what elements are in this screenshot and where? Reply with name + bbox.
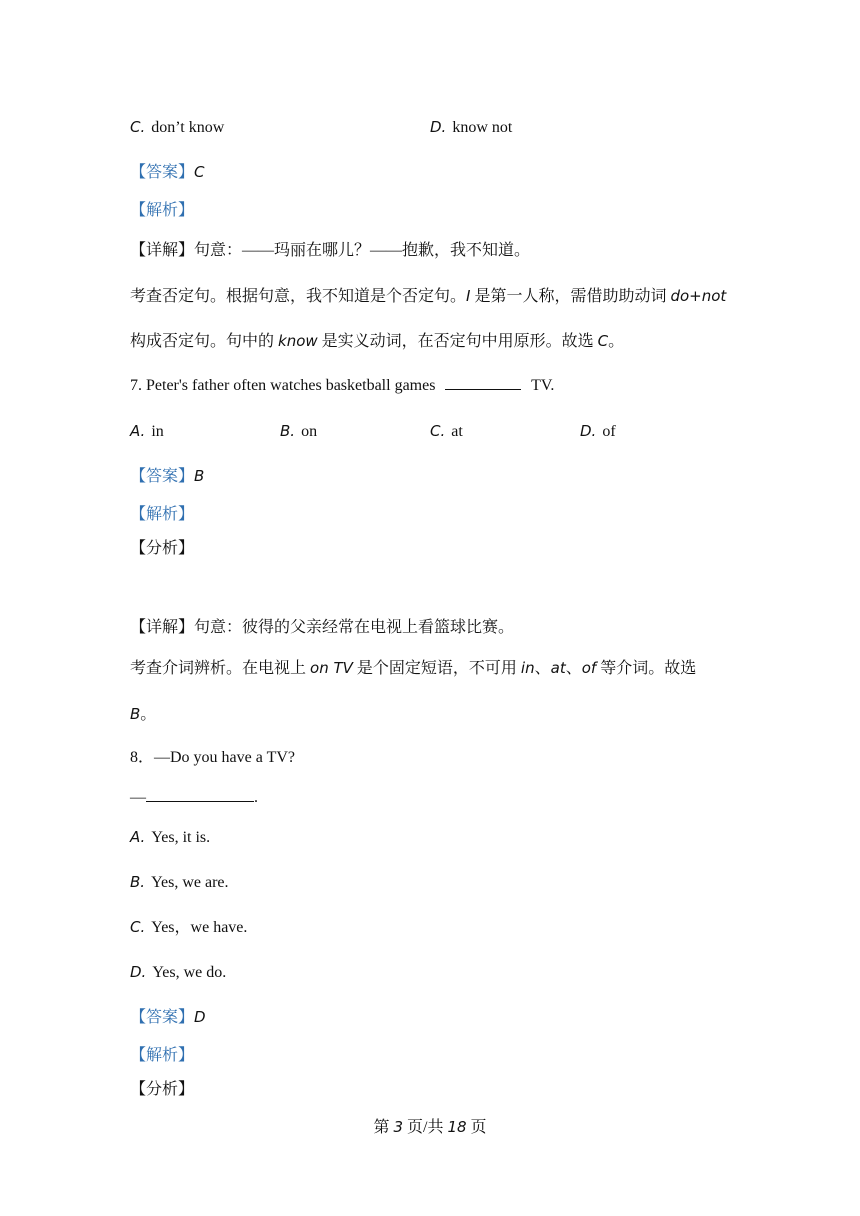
footer-page-number: 3 [393, 1118, 403, 1136]
q7-explain-line1 [130, 657, 696, 680]
q7-answer-label: 【答案】 [130, 468, 195, 485]
q7-blank [445, 375, 521, 390]
q8-option-text: Yes，we have. [151, 919, 248, 936]
q8-option-a [130, 826, 210, 849]
q6-explain-donot: do+not [670, 287, 727, 305]
q8-option-b [130, 871, 229, 894]
q6-option-c-letter: C. [130, 118, 146, 136]
q8-option-text: Yes, we do. [152, 964, 227, 981]
footer-total-pages: 18 [447, 1118, 467, 1136]
q8-option-text: Yes, it is. [151, 829, 211, 846]
q8-reply [130, 787, 258, 809]
q7-explain-text: 是个固定短语，不可用 [352, 660, 521, 677]
q7-analysis-label: 【解析】 [130, 506, 195, 523]
q6-option-c [130, 116, 224, 139]
q7-option-text: at [451, 423, 463, 440]
q8-option-letter: A. [130, 828, 146, 846]
q8-analysis-label: 【解析】 [130, 1047, 195, 1064]
q7-explain-of: of [581, 659, 597, 677]
q8-option-letter: B. [130, 873, 146, 891]
q6-answer-label: 【答案】 [130, 164, 195, 181]
q7-explain-b: B [130, 705, 141, 723]
q8-reply-dash: — [130, 789, 146, 806]
q8-reply-end: . [254, 789, 258, 806]
q6-analysis-label: 【解析】 [130, 202, 195, 219]
q7-detail: 【详解】句意：彼得的父亲经常在电视上看篮球比赛。 [130, 619, 515, 636]
q6-answer [130, 161, 205, 184]
q6-explain-line1 [130, 285, 726, 308]
q7-option-text: in [151, 423, 164, 440]
q7-option-b [280, 420, 317, 443]
q7-explain-text: 考查介词辨析。在电视上 [130, 660, 311, 677]
page-footer [0, 1116, 860, 1139]
q7-option-letter: A. [130, 422, 146, 440]
q8-option-d [130, 961, 226, 984]
q7-option-d [580, 420, 616, 443]
q7-stem-end: TV. [531, 377, 555, 394]
q6-explain-line2 [130, 330, 624, 353]
q7-answer-value: B [194, 467, 205, 485]
footer-text: 页 [466, 1119, 487, 1136]
q6-option-d [430, 116, 512, 139]
footer-text: 页/共 [403, 1119, 448, 1136]
q7-option-text: on [301, 423, 318, 440]
q6-option-d-letter: D. [430, 118, 447, 136]
q7-option-text: of [602, 423, 616, 440]
q8-option-c [130, 916, 247, 939]
q7-explain-text: 等介词。故选 [596, 660, 697, 677]
q7-option-letter: B. [280, 422, 296, 440]
q8-blank [146, 787, 254, 802]
q6-explain-text: 考查否定句。根据句意，我不知道是个否定句。 [130, 288, 467, 305]
q7-option-letter: C. [430, 422, 446, 440]
q6-explain-text: 是第一人称，需借助助动词 [470, 288, 671, 305]
q7-explain-in: in [520, 659, 535, 677]
q6-explain-c: C [597, 332, 609, 350]
q6-explain-text: 构成否定句。句中的 [130, 333, 279, 350]
q7-option-a [130, 420, 164, 443]
q6-option-c-text: don’t know [151, 119, 225, 136]
q7-option-letter: D. [580, 422, 597, 440]
q6-explain-text: 。 [608, 333, 625, 350]
q6-answer-value: C [194, 163, 205, 181]
q7-answer [130, 465, 204, 488]
q8-option-letter: C. [130, 918, 146, 936]
q7-explain-ontv: on TV [310, 659, 353, 677]
q8-answer-value: D [194, 1008, 206, 1026]
q6-detail: 【详解】句意：——玛丽在哪儿？——抱歉，我不知道。 [130, 242, 531, 259]
q8-fenxi-label: 【分析】 [130, 1081, 195, 1098]
q7-explain-at: at [550, 659, 566, 677]
q6-explain-i: I [466, 287, 471, 305]
q6-option-d-text: know not [452, 119, 513, 136]
q7-explain-line2 [130, 703, 156, 726]
q8-answer-label: 【答案】 [130, 1009, 195, 1026]
q7-explain-sep: 、 [534, 660, 551, 677]
q8-option-letter: D. [130, 963, 147, 981]
q8-option-text: Yes, we are. [151, 874, 229, 891]
q8-stem: 8．—Do you have a TV? [130, 749, 296, 766]
q7-explain-sep: 、 [565, 660, 582, 677]
q6-explain-know: know [278, 332, 318, 350]
q8-answer [130, 1006, 206, 1029]
footer-text: 第 [373, 1119, 394, 1136]
q6-explain-text: 是实义动词，在否定句中用原形。故选 [317, 333, 598, 350]
q7-option-c [430, 420, 463, 443]
q7-stem [130, 375, 554, 397]
q7-explain-text: 。 [140, 706, 157, 723]
q7-stem-text: 7. Peter's father often watches basketball games [130, 377, 436, 394]
q7-fenxi-label: 【分析】 [130, 540, 195, 557]
